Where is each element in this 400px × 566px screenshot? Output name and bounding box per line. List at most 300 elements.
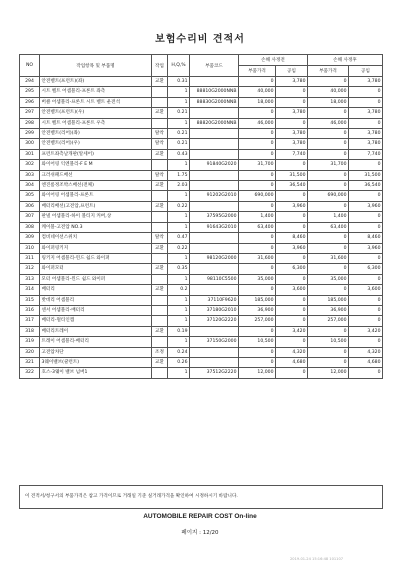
cell-parts-price-after: 0: [308, 108, 349, 118]
cell-code: 37512G2220: [190, 368, 239, 378]
cell-parts-price-after: 0: [308, 347, 349, 357]
cell-parts-price-before: 63,400: [239, 222, 276, 232]
cell-work: [152, 274, 168, 284]
cell-work: 교환: [152, 357, 168, 367]
cell-parts-price-after: 63,400: [308, 222, 349, 232]
cell-code: [190, 285, 239, 295]
cell-item: 컴비네이션스위치: [40, 233, 152, 243]
cell-item: 고전압차단: [40, 347, 152, 357]
cell-parts-price-before: 0: [239, 139, 276, 149]
header-parts-price-after: 부품가격: [308, 66, 349, 77]
cell-item: 트레이 어셈블리-배터리: [40, 337, 152, 347]
header-work: 작업: [152, 55, 168, 77]
cell-code: 88820G2000NNB: [190, 118, 239, 128]
cell-work: 교환: [152, 243, 168, 253]
cell-hq: 1: [168, 118, 190, 128]
cell-parts-price-after: 257,000: [308, 316, 349, 326]
cell-code: [190, 264, 239, 274]
cell-code: 91840G2020: [190, 160, 239, 170]
cell-labor-before: 0: [276, 368, 308, 378]
cell-parts-price-after: 0: [308, 243, 349, 253]
cell-no: 309: [20, 233, 40, 243]
cell-labor-after: 7,740: [349, 149, 383, 159]
cell-hq: 1: [168, 368, 190, 378]
cell-hq: 0.19: [168, 326, 190, 336]
cell-code: 91643G2010: [190, 222, 239, 232]
cell-parts-price-before: 0: [239, 357, 276, 367]
cell-parts-price-after: 690,000: [308, 191, 349, 201]
cell-labor-after: 8,460: [349, 233, 383, 243]
cell-labor-after: 0: [349, 212, 383, 222]
cell-labor-after: 0: [349, 118, 383, 128]
cell-parts-price-after: 0: [308, 77, 349, 87]
cell-labor-before: 3,780: [276, 108, 308, 118]
cell-parts-price-before: 0: [239, 233, 276, 243]
cell-labor-after: 0: [349, 160, 383, 170]
cell-work: [152, 337, 168, 347]
table-row: [20, 274, 383, 284]
cell-parts-price-before: 10,500: [239, 337, 276, 347]
cell-item: 판넬 어셈블리-하이 볼티지 커버,상: [40, 212, 152, 222]
cell-work: [152, 222, 168, 232]
table-row: [20, 347, 383, 357]
cell-code: [190, 129, 239, 139]
cell-no: 311: [20, 253, 40, 263]
header-hq: H,Q,%: [168, 55, 190, 77]
cell-hq: 1: [168, 97, 190, 107]
cell-parts-price-after: 0: [308, 129, 349, 139]
header-item: 작업항목 및 부품명: [40, 55, 152, 77]
cell-parts-price-before: 257,000: [239, 316, 276, 326]
cell-parts-price-before: 0: [239, 170, 276, 180]
cell-work: 탈착: [152, 139, 168, 149]
cell-parts-price-before: 0: [239, 149, 276, 159]
print-timestamp: 2019-01-24 15:16:48 101107: [290, 557, 344, 561]
cell-item: 링키지 어셈블리-윈드 쉴드 와이퍼: [40, 253, 152, 263]
page-number: 페이지 : 12/20: [181, 530, 219, 536]
cell-parts-price-after: 36,900: [308, 305, 349, 315]
cell-hq: 0.2: [168, 285, 190, 295]
cell-no: 301: [20, 149, 40, 159]
cell-labor-after: 36,540: [349, 181, 383, 191]
cell-work: [152, 253, 168, 263]
cell-code: [190, 233, 239, 243]
cell-labor-before: 0: [276, 337, 308, 347]
cell-item: 밧데리 어셈블리: [40, 295, 152, 305]
table-row: [20, 129, 383, 139]
cell-code: 37150G2000: [190, 337, 239, 347]
cell-code: 91202G2010: [190, 191, 239, 201]
cell-no: 318: [20, 326, 40, 336]
cell-code: [190, 201, 239, 211]
cell-hq: 1: [168, 212, 190, 222]
cell-code: 98120G2000: [190, 253, 239, 263]
cell-hq: 1: [168, 316, 190, 326]
cell-code: 88810G2000NNB: [190, 87, 239, 97]
table-row: [20, 87, 383, 97]
cell-work: 교환: [152, 149, 168, 159]
cell-labor-before: 3,960: [276, 201, 308, 211]
cell-labor-before: 3,420: [276, 326, 308, 336]
cell-parts-price-after: 10,500: [308, 337, 349, 347]
cell-work: 교환: [152, 264, 168, 274]
cell-hq: 2.03: [168, 181, 190, 191]
cell-work: [152, 212, 168, 222]
cell-parts-price-before: 35,000: [239, 274, 276, 284]
cell-parts-price-before: 1,400: [239, 212, 276, 222]
header-after-adjustment: 손해 사정후: [308, 55, 383, 66]
table-row: [20, 357, 383, 367]
cell-code: 37120G2220: [190, 316, 239, 326]
cell-code: 37110F9620: [190, 295, 239, 305]
cell-work: [152, 87, 168, 97]
cell-parts-price-before: 185,000: [239, 295, 276, 305]
table-row: [20, 253, 383, 263]
cell-hq: 1: [168, 274, 190, 284]
cell-item: 센서 어셈블리-배터리: [40, 305, 152, 315]
cell-labor-before: 3,780: [276, 139, 308, 149]
cell-labor-after: 3,780: [349, 77, 383, 87]
cell-labor-after: 6,300: [349, 264, 383, 274]
cell-labor-after: 3,960: [349, 243, 383, 253]
cell-no: 312: [20, 264, 40, 274]
cell-item: 크러쉬패드배선: [40, 170, 152, 180]
table-row: [20, 295, 383, 305]
cell-labor-before: 0: [276, 212, 308, 222]
cell-work: [152, 160, 168, 170]
cell-work: 교환: [152, 285, 168, 295]
cell-labor-before: 0: [276, 160, 308, 170]
cell-hq: 0.26: [168, 357, 190, 367]
cell-no: 302: [20, 160, 40, 170]
cell-code: [190, 181, 239, 191]
cell-hq: 0.21: [168, 139, 190, 149]
cell-no: 310: [20, 243, 40, 253]
cell-parts-price-before: 36,900: [239, 305, 276, 315]
cell-parts-price-after: 0: [308, 285, 349, 295]
cell-hq: 1: [168, 87, 190, 97]
cell-hq: 1: [168, 253, 190, 263]
cell-labor-after: 0: [349, 222, 383, 232]
cell-no: 300: [20, 139, 40, 149]
cell-parts-price-before: 31,700: [239, 160, 276, 170]
cell-labor-after: 3,600: [349, 285, 383, 295]
cell-parts-price-after: 0: [308, 170, 349, 180]
cell-item: 와이어링 어셈블리-프론트: [40, 191, 152, 201]
cell-parts-price-after: 18,000: [308, 97, 349, 107]
table-row: [20, 222, 383, 232]
cell-parts-price-after: 40,000: [308, 87, 349, 97]
table-row: [20, 191, 383, 201]
cell-hq: 1: [168, 295, 190, 305]
cell-labor-before: 7,740: [276, 149, 308, 159]
table-row: [20, 264, 383, 274]
table-row: [20, 243, 383, 253]
cell-parts-price-after: 1,400: [308, 212, 349, 222]
table-row: [20, 316, 383, 326]
cell-work: [152, 305, 168, 315]
cell-hq: 0.43: [168, 149, 190, 159]
cell-parts-price-after: 12,000: [308, 368, 349, 378]
cell-work: [152, 368, 168, 378]
cell-parts-price-after: 0: [308, 264, 349, 274]
cell-labor-after: 0: [349, 295, 383, 305]
table-row: [20, 285, 383, 295]
cell-work: [152, 295, 168, 305]
cell-code: 37180G2010: [190, 305, 239, 315]
cell-item: 안전벨트(프런트)(우): [40, 108, 152, 118]
cell-item: 프런트좌측날개판(알세어): [40, 149, 152, 159]
cell-labor-after: 3,780: [349, 129, 383, 139]
cell-labor-before: 4,680: [276, 357, 308, 367]
cell-parts-price-before: 0: [239, 201, 276, 211]
cell-work: [152, 118, 168, 128]
cell-item: 와이어링 익엔블리-F E M: [40, 160, 152, 170]
header-labor-before: 공임: [276, 66, 308, 77]
cell-parts-price-after: 0: [308, 201, 349, 211]
header-labor-after: 공임: [349, 66, 383, 77]
cell-parts-price-after: 31,700: [308, 160, 349, 170]
table-row: [20, 305, 383, 315]
cell-work: [152, 191, 168, 201]
cell-item: 엔진룸정조박스배선(전체): [40, 181, 152, 191]
cell-work: 교환: [152, 326, 168, 336]
cell-code: [190, 357, 239, 367]
cell-labor-before: 0: [276, 295, 308, 305]
cell-parts-price-before: 690,000: [239, 191, 276, 201]
cell-no: 319: [20, 337, 40, 347]
cell-item: 호스-3웨이 밸브 넘버1: [40, 368, 152, 378]
header-code: 부품코드: [190, 55, 239, 77]
cell-parts-price-before: 31,600: [239, 253, 276, 263]
cell-labor-before: 36,540: [276, 181, 308, 191]
cell-parts-price-after: 0: [308, 139, 349, 149]
table-row: [20, 118, 383, 128]
cell-item: 버클 어셈블리-프론트 시트 벨트 운전석: [40, 97, 152, 107]
cell-no: 321: [20, 357, 40, 367]
table-row: [20, 149, 383, 159]
table-row: [20, 368, 383, 378]
cell-labor-after: 0: [349, 305, 383, 315]
cell-no: 306: [20, 201, 40, 211]
cell-parts-price-after: 0: [308, 326, 349, 336]
repair-cost-table: [19, 54, 383, 379]
cell-labor-before: 0: [276, 305, 308, 315]
table-row: [20, 97, 383, 107]
cell-no: 294: [20, 77, 40, 87]
cell-parts-price-before: 40,000: [239, 87, 276, 97]
cell-labor-before: 3,960: [276, 243, 308, 253]
cell-hq: 1: [168, 191, 190, 201]
cell-parts-price-before: 0: [239, 264, 276, 274]
cell-labor-before: 6,300: [276, 264, 308, 274]
cell-code: 88830G2000NNB: [190, 97, 239, 107]
table-row: [20, 139, 383, 149]
cell-no: 322: [20, 368, 40, 378]
cell-work: [152, 316, 168, 326]
cell-parts-price-before: 0: [239, 181, 276, 191]
table-body: [20, 77, 383, 379]
cell-code: [190, 243, 239, 253]
header-parts-price-before: 부품가격: [239, 66, 276, 77]
cell-work: 교환: [152, 77, 168, 87]
cell-labor-before: 3,780: [276, 129, 308, 139]
cell-hq: 1: [168, 222, 190, 232]
cell-work: 교환: [152, 201, 168, 211]
table-row: [20, 326, 383, 336]
cell-item: 안전벨트(프런트)(좌): [40, 77, 152, 87]
cell-parts-price-before: 46,000: [239, 118, 276, 128]
cell-parts-price-after: 0: [308, 181, 349, 191]
cell-labor-before: 0: [276, 253, 308, 263]
cell-labor-before: 3,600: [276, 285, 308, 295]
cell-item: 배터리트레이: [40, 326, 152, 336]
cell-labor-after: 3,780: [349, 139, 383, 149]
cell-labor-after: 4,680: [349, 357, 383, 367]
cell-hq: 0.31: [168, 77, 190, 87]
price-note: 이 견적서/청구서의 부품가격은 참고 가격이므로 거래일 기준 실거래가격을 확인하여 시정하시기 바랍니다.: [19, 485, 383, 509]
cell-work: 탈착: [152, 170, 168, 180]
cell-labor-before: 0: [276, 97, 308, 107]
cell-code: [190, 108, 239, 118]
cell-no: 304: [20, 181, 40, 191]
cell-parts-price-after: 46,000: [308, 118, 349, 128]
cell-labor-before: 0: [276, 222, 308, 232]
cell-parts-price-before: 0: [239, 77, 276, 87]
cell-code: [190, 149, 239, 159]
cell-item: 시트 벨트 어셈블리-프론트 우측: [40, 118, 152, 128]
cell-no: 316: [20, 305, 40, 315]
cell-labor-after: 0: [349, 368, 383, 378]
cell-item: 안전벨트(리어)(좌): [40, 129, 152, 139]
cell-work: 교환: [152, 181, 168, 191]
cell-labor-after: 3,420: [349, 326, 383, 336]
cell-labor-after: 3,960: [349, 201, 383, 211]
cell-labor-after: 0: [349, 87, 383, 97]
cell-no: 305: [20, 191, 40, 201]
cell-parts-price-after: 35,000: [308, 274, 349, 284]
cell-code: 98110C5500: [190, 274, 239, 284]
cell-labor-after: 0: [349, 316, 383, 326]
cell-hq: 1.75: [168, 170, 190, 180]
cell-parts-price-after: 0: [308, 357, 349, 367]
cell-labor-after: 4,320: [349, 347, 383, 357]
cell-labor-after: 3,780: [349, 108, 383, 118]
cell-work: 조정: [152, 347, 168, 357]
cell-parts-price-after: 31,600: [308, 253, 349, 263]
cell-work: 탈착: [152, 233, 168, 243]
cell-item: 와이퍼링키지: [40, 243, 152, 253]
cell-item: 배터리배선(고전압,프런트): [40, 201, 152, 211]
cell-hq: 1: [168, 160, 190, 170]
cell-hq: 1: [168, 305, 190, 315]
cell-code: 37595G2000: [190, 212, 239, 222]
cell-labor-before: 0: [276, 118, 308, 128]
cell-parts-price-before: 0: [239, 108, 276, 118]
cell-hq: 0.47: [168, 233, 190, 243]
cell-parts-price-before: 0: [239, 285, 276, 295]
cell-item: 시트 벨트 어셈블리-프론트 좌측: [40, 87, 152, 97]
document-title: 보험수리비 견적서: [155, 34, 245, 45]
cell-work: 교환: [152, 108, 168, 118]
cell-parts-price-before: 12,000: [239, 368, 276, 378]
cell-item: 3웨이밸브(쿨런트): [40, 357, 152, 367]
cell-parts-price-after: 0: [308, 149, 349, 159]
cell-labor-before: 3,780: [276, 77, 308, 87]
cell-labor-after: 31,500: [349, 170, 383, 180]
header-before-adjustment: 손해 사정전: [239, 55, 308, 66]
cell-labor-after: 0: [349, 274, 383, 284]
cell-no: 303: [20, 170, 40, 180]
cell-item: 배터리-멀티인캡: [40, 316, 152, 326]
table-row: [20, 212, 383, 222]
cell-no: 320: [20, 347, 40, 357]
cell-labor-after: 0: [349, 191, 383, 201]
cell-code: [190, 77, 239, 87]
cell-hq: 0.35: [168, 264, 190, 274]
cell-hq: 0.22: [168, 243, 190, 253]
cell-labor-before: 0: [276, 87, 308, 97]
cell-hq: 1: [168, 337, 190, 347]
cell-labor-before: 8,460: [276, 233, 308, 243]
cell-no: 296: [20, 97, 40, 107]
cell-parts-price-before: 0: [239, 347, 276, 357]
table-row: [20, 108, 383, 118]
footer-title: AUTOMOBILE REPAIR COST On-line: [143, 513, 257, 520]
cell-code: [190, 326, 239, 336]
cell-item: 안전벨트(리어)(우): [40, 139, 152, 149]
cell-labor-after: 0: [349, 97, 383, 107]
cell-no: 317: [20, 316, 40, 326]
cell-no: 295: [20, 87, 40, 97]
cell-hq: 0.21: [168, 129, 190, 139]
cell-hq: 0.22: [168, 201, 190, 211]
cell-item: 배터리: [40, 285, 152, 295]
cell-item: 모터 어셈블리-윈드 쉴드 와이퍼: [40, 274, 152, 284]
table-row: [20, 337, 383, 347]
cell-work: 탈착: [152, 129, 168, 139]
cell-labor-before: 4,320: [276, 347, 308, 357]
cell-parts-price-after: 185,000: [308, 295, 349, 305]
header-no: NO: [20, 55, 40, 77]
cell-labor-after: 0: [349, 253, 383, 263]
cell-parts-price-before: 0: [239, 326, 276, 336]
cell-labor-before: 0: [276, 316, 308, 326]
cell-parts-price-before: 0: [239, 243, 276, 253]
table-row: [20, 170, 383, 180]
cell-item: 케이블-고전압 NO.3: [40, 222, 152, 232]
cell-item: 와이퍼모터: [40, 264, 152, 274]
cell-no: 314: [20, 285, 40, 295]
cell-labor-before: 31,500: [276, 170, 308, 180]
cell-parts-price-before: 0: [239, 129, 276, 139]
table-row: [20, 181, 383, 191]
cell-no: 297: [20, 108, 40, 118]
table-row: [20, 201, 383, 211]
cell-no: 308: [20, 222, 40, 232]
cell-labor-after: 0: [349, 337, 383, 347]
cell-no: 298: [20, 118, 40, 128]
cell-parts-price-before: 18,000: [239, 97, 276, 107]
cell-no: 299: [20, 129, 40, 139]
table-row: [20, 160, 383, 170]
cell-code: [190, 170, 239, 180]
table-row: [20, 233, 383, 243]
cell-no: 313: [20, 274, 40, 284]
cell-parts-price-after: 0: [308, 233, 349, 243]
cell-no: 315: [20, 295, 40, 305]
cell-hq: 0.21: [168, 108, 190, 118]
